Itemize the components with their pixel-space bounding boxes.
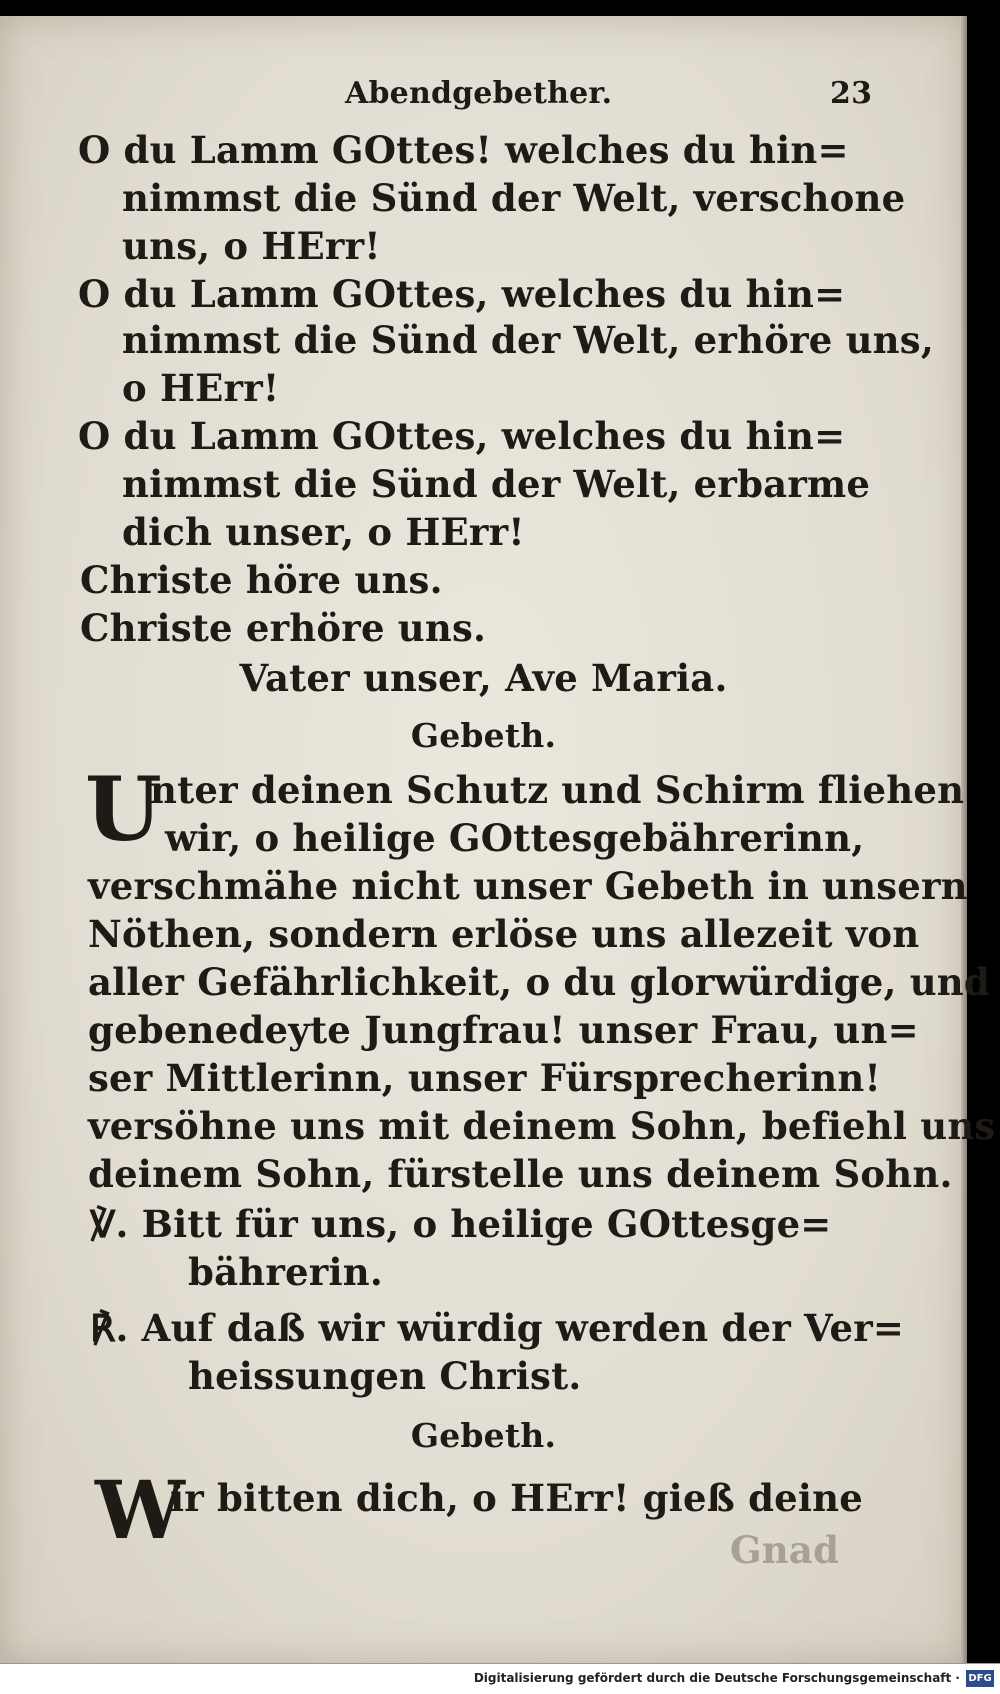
response-line: heissungen Christ. (188, 1354, 582, 1398)
text-line: deinem Sohn, fürstelle uns deinem Sohn. (88, 1152, 953, 1196)
text-line: aller Gefährlichkeit, o du glorwürdige, und (88, 960, 990, 1004)
text-line: Christe erhöre uns. (80, 606, 487, 650)
catchword: Gnad (730, 1528, 840, 1572)
versicle-line: bährerin. (188, 1250, 383, 1294)
drop-cap: W (95, 1463, 185, 1557)
text-line: ir bitten dich, o HErr! gieß deine (170, 1476, 863, 1520)
section-heading: Vater unser, Ave Maria. (239, 656, 728, 700)
text-line: nimmst die Sünd der Welt, erhöre uns, (122, 318, 934, 362)
section-heading: Gebeth. (410, 716, 557, 755)
text-line: O du Lamm GOttes, welches du hin= (78, 272, 846, 316)
book-page (0, 16, 996, 1664)
text-line: O du Lamm GOttes! welches du hin= (78, 128, 849, 172)
text-line: o HErr! (122, 366, 280, 410)
footer-credit: Digitalisierung gefördert durch die Deutsche Forschungsgemeinschaft · (473, 1671, 960, 1685)
footer-bar (0, 1663, 1000, 1694)
text-line: uns, o HErr! (122, 224, 381, 268)
text-line: ser Mittlerinn, unser Fürsprecherinn! (88, 1056, 881, 1100)
page-number: 23 (830, 76, 873, 111)
section-heading: Gebeth. (410, 1416, 557, 1455)
text-line: Nöthen, sondern erlöse uns allezeit von (88, 912, 920, 956)
response-line: ℟. Auf daß wir würdig werden der Ver= (90, 1306, 905, 1350)
versicle-line: ℣. Bitt für uns, o heilige GOttesge= (90, 1202, 832, 1246)
text-line: nter deinen Schutz und Schirm fliehen (150, 768, 965, 812)
text-line: dich unser, o HErr! (122, 510, 525, 554)
text-line: O du Lamm GOttes, welches du hin= (78, 414, 846, 458)
text-line: Christe höre uns. (80, 558, 443, 602)
drop-cap: U (85, 757, 162, 861)
text-line: gebenedeyte Jungfrau! unser Frau, un= (88, 1008, 919, 1052)
text-line: verschmähe nicht unser Gebeth in unsern (88, 864, 968, 908)
running-head: Abendgebether. (345, 76, 613, 111)
text-line: wir, o heilige GOttesgebährerinn, (165, 816, 865, 860)
dfg-logo-icon: DFG (966, 1670, 994, 1687)
text-line: nimmst die Sünd der Welt, erbarme (122, 462, 871, 506)
text-line: versöhne uns mit deinem Sohn, befiehl uns (88, 1104, 996, 1148)
text-line: nimmst die Sünd der Welt, verschone (122, 176, 906, 220)
